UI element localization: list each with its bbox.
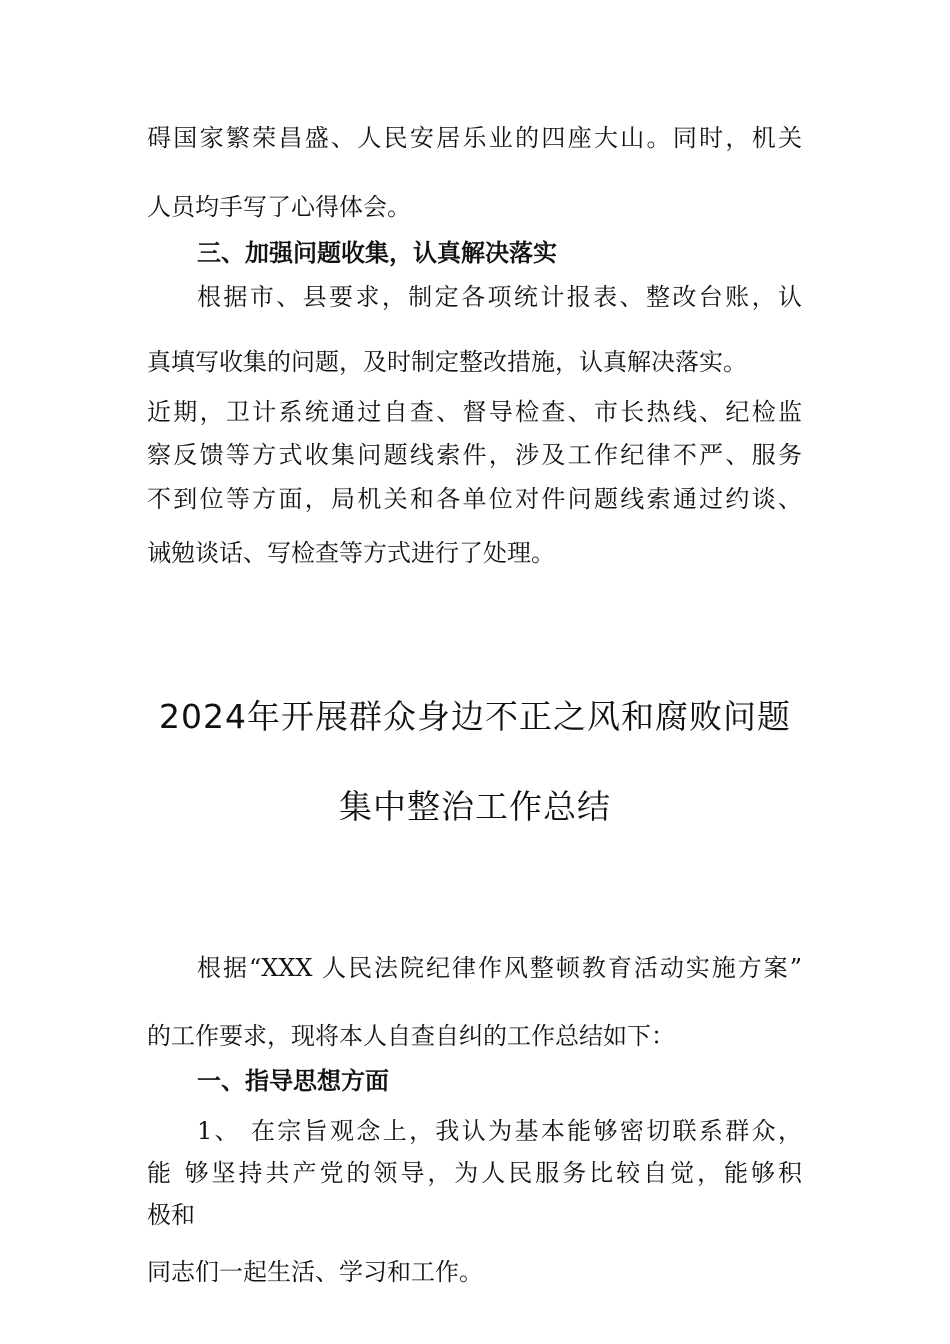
document-title-line-1: 2024年开展群众身边不正之风和腐败问题 — [159, 697, 791, 736]
body-line: 不到位等方面，局机关和各单位对件问题线索通过约谈、 — [147, 485, 802, 513]
list-item-line: 能 够坚持共产党的领导，为人民服务比较自觉，能够积 — [147, 1159, 802, 1187]
list-item-line: 极和 — [147, 1201, 195, 1229]
body-line: 诫勉谈话、写检查等方式进行了处理。 — [147, 539, 555, 567]
list-item-line: 同志们一起生活、学习和工作。 — [147, 1258, 483, 1286]
document-title-line-2: 集中整治工作总结 — [339, 787, 611, 826]
body-line: 察反馈等方式收集问题线索件，涉及工作纪律不严、服务 — [147, 441, 802, 469]
body-line: 的工作要求，现将本人自查自纠的工作总结如下： — [147, 1022, 675, 1050]
body-line: 人员均手写了心得体会。 — [147, 193, 411, 221]
list-item-line: 1、 在宗旨观念上，我认为基本能够密切联系群众， — [197, 1117, 802, 1145]
body-line: 近期，卫计系统通过自查、督导检查、市长热线、纪检监 — [147, 398, 802, 426]
body-line: 真填写收集的问题，及时制定整改措施，认真解决落实。 — [147, 348, 747, 376]
body-line: 碍国家繁荣昌盛、人民安居乐业的四座大山。同时，机关 — [147, 124, 802, 152]
body-line: 根据“XXX 人民法院纪律作风整顿教育活动实施方案” — [197, 954, 802, 982]
section-heading-1: 一、指导思想方面 — [197, 1066, 389, 1095]
body-line: 根据市、县要求，制定各项统计报表、整改台账，认 — [197, 283, 802, 311]
section-heading-3: 三、加强问题收集，认真解决落实 — [197, 238, 557, 267]
